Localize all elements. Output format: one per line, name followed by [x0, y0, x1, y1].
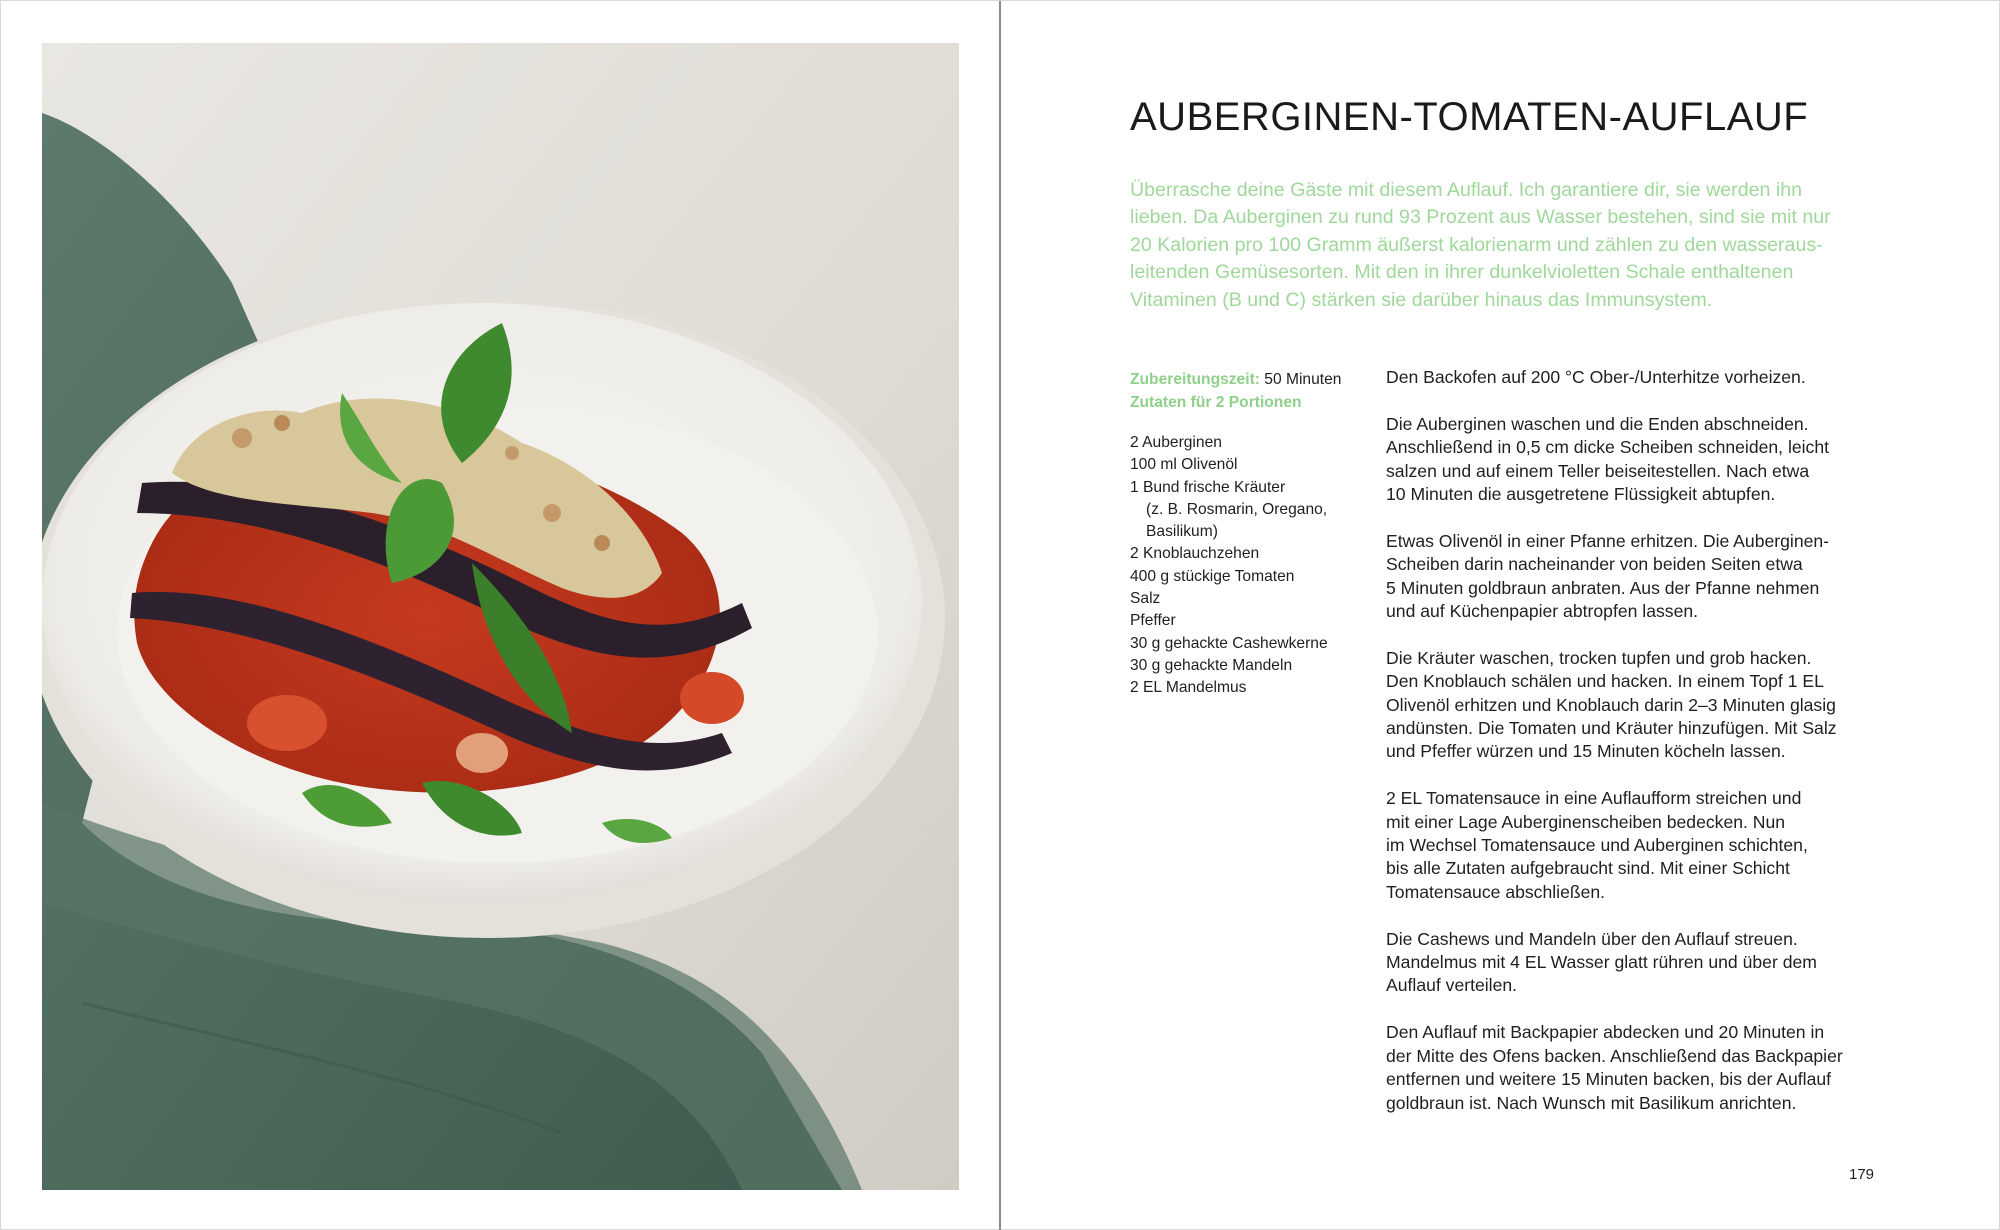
- step-line: Auflauf verteilen.: [1386, 975, 1518, 996]
- recipe-steps: [1386, 366, 1896, 1138]
- intro-line: 20 Kalorien pro 100 Gramm äußerst kalorienarm und zählen zu den wasseraus-: [1130, 233, 1823, 256]
- step-line: Die Auberginen waschen und die Enden abschneiden.: [1386, 413, 1809, 434]
- step-line: Den Backofen auf 200 °C Ober-/Unterhitze vorheizen.: [1386, 367, 1806, 387]
- recipe-title: AUBERGINEN-TOMATEN-AUFLAUF: [1130, 95, 1809, 139]
- step-line: 5 Minuten goldbraun anbraten. Aus der Pfanne nehmen: [1386, 577, 1820, 598]
- ingredient-item: (z. B. Rosmarin, Oregano,: [1146, 500, 1328, 518]
- step-line: Olivenöl erhitzen und Knoblauch darin 2–3 Minuten glasig: [1386, 694, 1836, 715]
- page-gutter: [999, 1, 1001, 1230]
- eggplant-casserole-illustration: [42, 43, 959, 1190]
- step-line: Scheiben darin nacheinander von beiden Seiten etwa: [1386, 554, 1803, 575]
- recipe-intro: [1130, 177, 1890, 314]
- ingredient-item: 400 g stückige Tomaten: [1130, 567, 1295, 585]
- ingredient-item: 2 Auberginen: [1130, 434, 1222, 451]
- page-number: 179: [1849, 1166, 1875, 1183]
- intro-line: Überrasche deine Gäste mit diesem Auflauf. Ich garantiere dir, sie werden ihn: [1130, 179, 1802, 201]
- ingredient-item: Basilikum): [1146, 523, 1218, 541]
- ingredient-item: 1 Bund frische Kräuter: [1130, 478, 1286, 496]
- intro-line: Vitaminen (B und C) stärken sie darüber hinaus das Immunsystem.: [1130, 288, 1713, 311]
- ingredient-item: Pfeffer: [1130, 612, 1176, 630]
- step-paragraph: [1386, 647, 1896, 764]
- ingredient-item: 2 Knoblauchzehen: [1130, 545, 1260, 563]
- ingredient-list: [1130, 432, 1390, 700]
- intro-line: leitenden Gemüsesorten. Mit den in ihrer dunkelvioletten Schale enthaltenen: [1130, 261, 1794, 284]
- step-line: entfernen und weitere 15 Minuten backen, bis der Auflauf: [1386, 1069, 1832, 1090]
- ingredient-item: 100 ml Olivenöl: [1130, 456, 1238, 474]
- step-line: 10 Minuten die ausgetretene Flüssigkeit abtupfen.: [1386, 484, 1776, 505]
- step-line: 2 EL Tomatensauce in eine Auflaufform streichen und: [1386, 788, 1802, 809]
- step-line: Anschließend in 0,5 cm dicke Scheiben schneiden, leicht: [1386, 437, 1830, 458]
- step-paragraph: [1386, 366, 1896, 389]
- step-line: bis alle Zutaten aufgebraucht sind. Mit einer Schicht: [1386, 858, 1790, 879]
- step-line: goldbraun ist. Nach Wunsch mit Basilikum anrichten.: [1386, 1092, 1797, 1113]
- prep-time: [1130, 369, 1390, 392]
- step-paragraph: [1386, 413, 1896, 507]
- step-line: Mandelmus mit 4 EL Wasser glatt rühren und über dem: [1386, 952, 1817, 973]
- step-line: Den Auflauf mit Backpapier abdecken und 20 Minuten in: [1386, 1022, 1825, 1043]
- step-line: und Pfeffer würzen und 15 Minuten köcheln lassen.: [1386, 741, 1786, 762]
- step-line: Den Knoblauch schälen und hacken. In einem Topf 1 EL: [1386, 671, 1824, 692]
- prep-time-label: Zubereitungszeit:: [1130, 371, 1260, 388]
- intro-line: lieben. Da Auberginen zu rund 93 Prozent aus Wasser bestehen, sind sie mit nur: [1130, 206, 1831, 229]
- step-line: im Wechsel Tomatensauce und Auberginen schichten,: [1386, 835, 1808, 856]
- step-paragraph: [1386, 928, 1896, 998]
- step-line: andünsten. Die Tomaten und Kräuter hinzufügen. Mit Salz: [1386, 718, 1837, 739]
- step-line: salzen und auf einem Teller beiseitestellen. Nach etwa: [1386, 460, 1810, 481]
- ingredient-item: Salz: [1130, 590, 1161, 608]
- ingredient-item: 2 EL Mandelmus: [1130, 679, 1247, 697]
- ingredient-item: 30 g gehackte Mandeln: [1130, 656, 1293, 674]
- step-paragraph: [1386, 787, 1896, 904]
- step-paragraph: [1386, 1021, 1896, 1115]
- dish-photo: [42, 43, 959, 1190]
- prep-time-value: 50 Minuten: [1264, 371, 1342, 388]
- step-line: der Mitte des Ofens backen. Anschließend das Backpapier: [1386, 1045, 1843, 1066]
- recipe-meta: [1130, 369, 1390, 414]
- step-line: mit einer Lage Auberginenscheiben bedecken. Nun: [1386, 811, 1786, 832]
- servings-label: Zutaten für 2 Portionen: [1130, 393, 1302, 411]
- step-line: Tomatensauce abschließen.: [1386, 881, 1606, 902]
- step-line: Etwas Olivenöl in einer Pfanne erhitzen. Die Auberginen-: [1386, 530, 1830, 551]
- step-paragraph: [1386, 530, 1896, 624]
- step-line: Die Kräuter waschen, trocken tupfen und grob hacken.: [1386, 647, 1812, 668]
- step-line: Die Cashews und Mandeln über den Auflauf streuen.: [1386, 928, 1798, 949]
- step-line: und auf Küchenpapier abtropfen lassen.: [1386, 601, 1699, 622]
- ingredient-item: 30 g gehackte Cashewkerne: [1130, 634, 1328, 652]
